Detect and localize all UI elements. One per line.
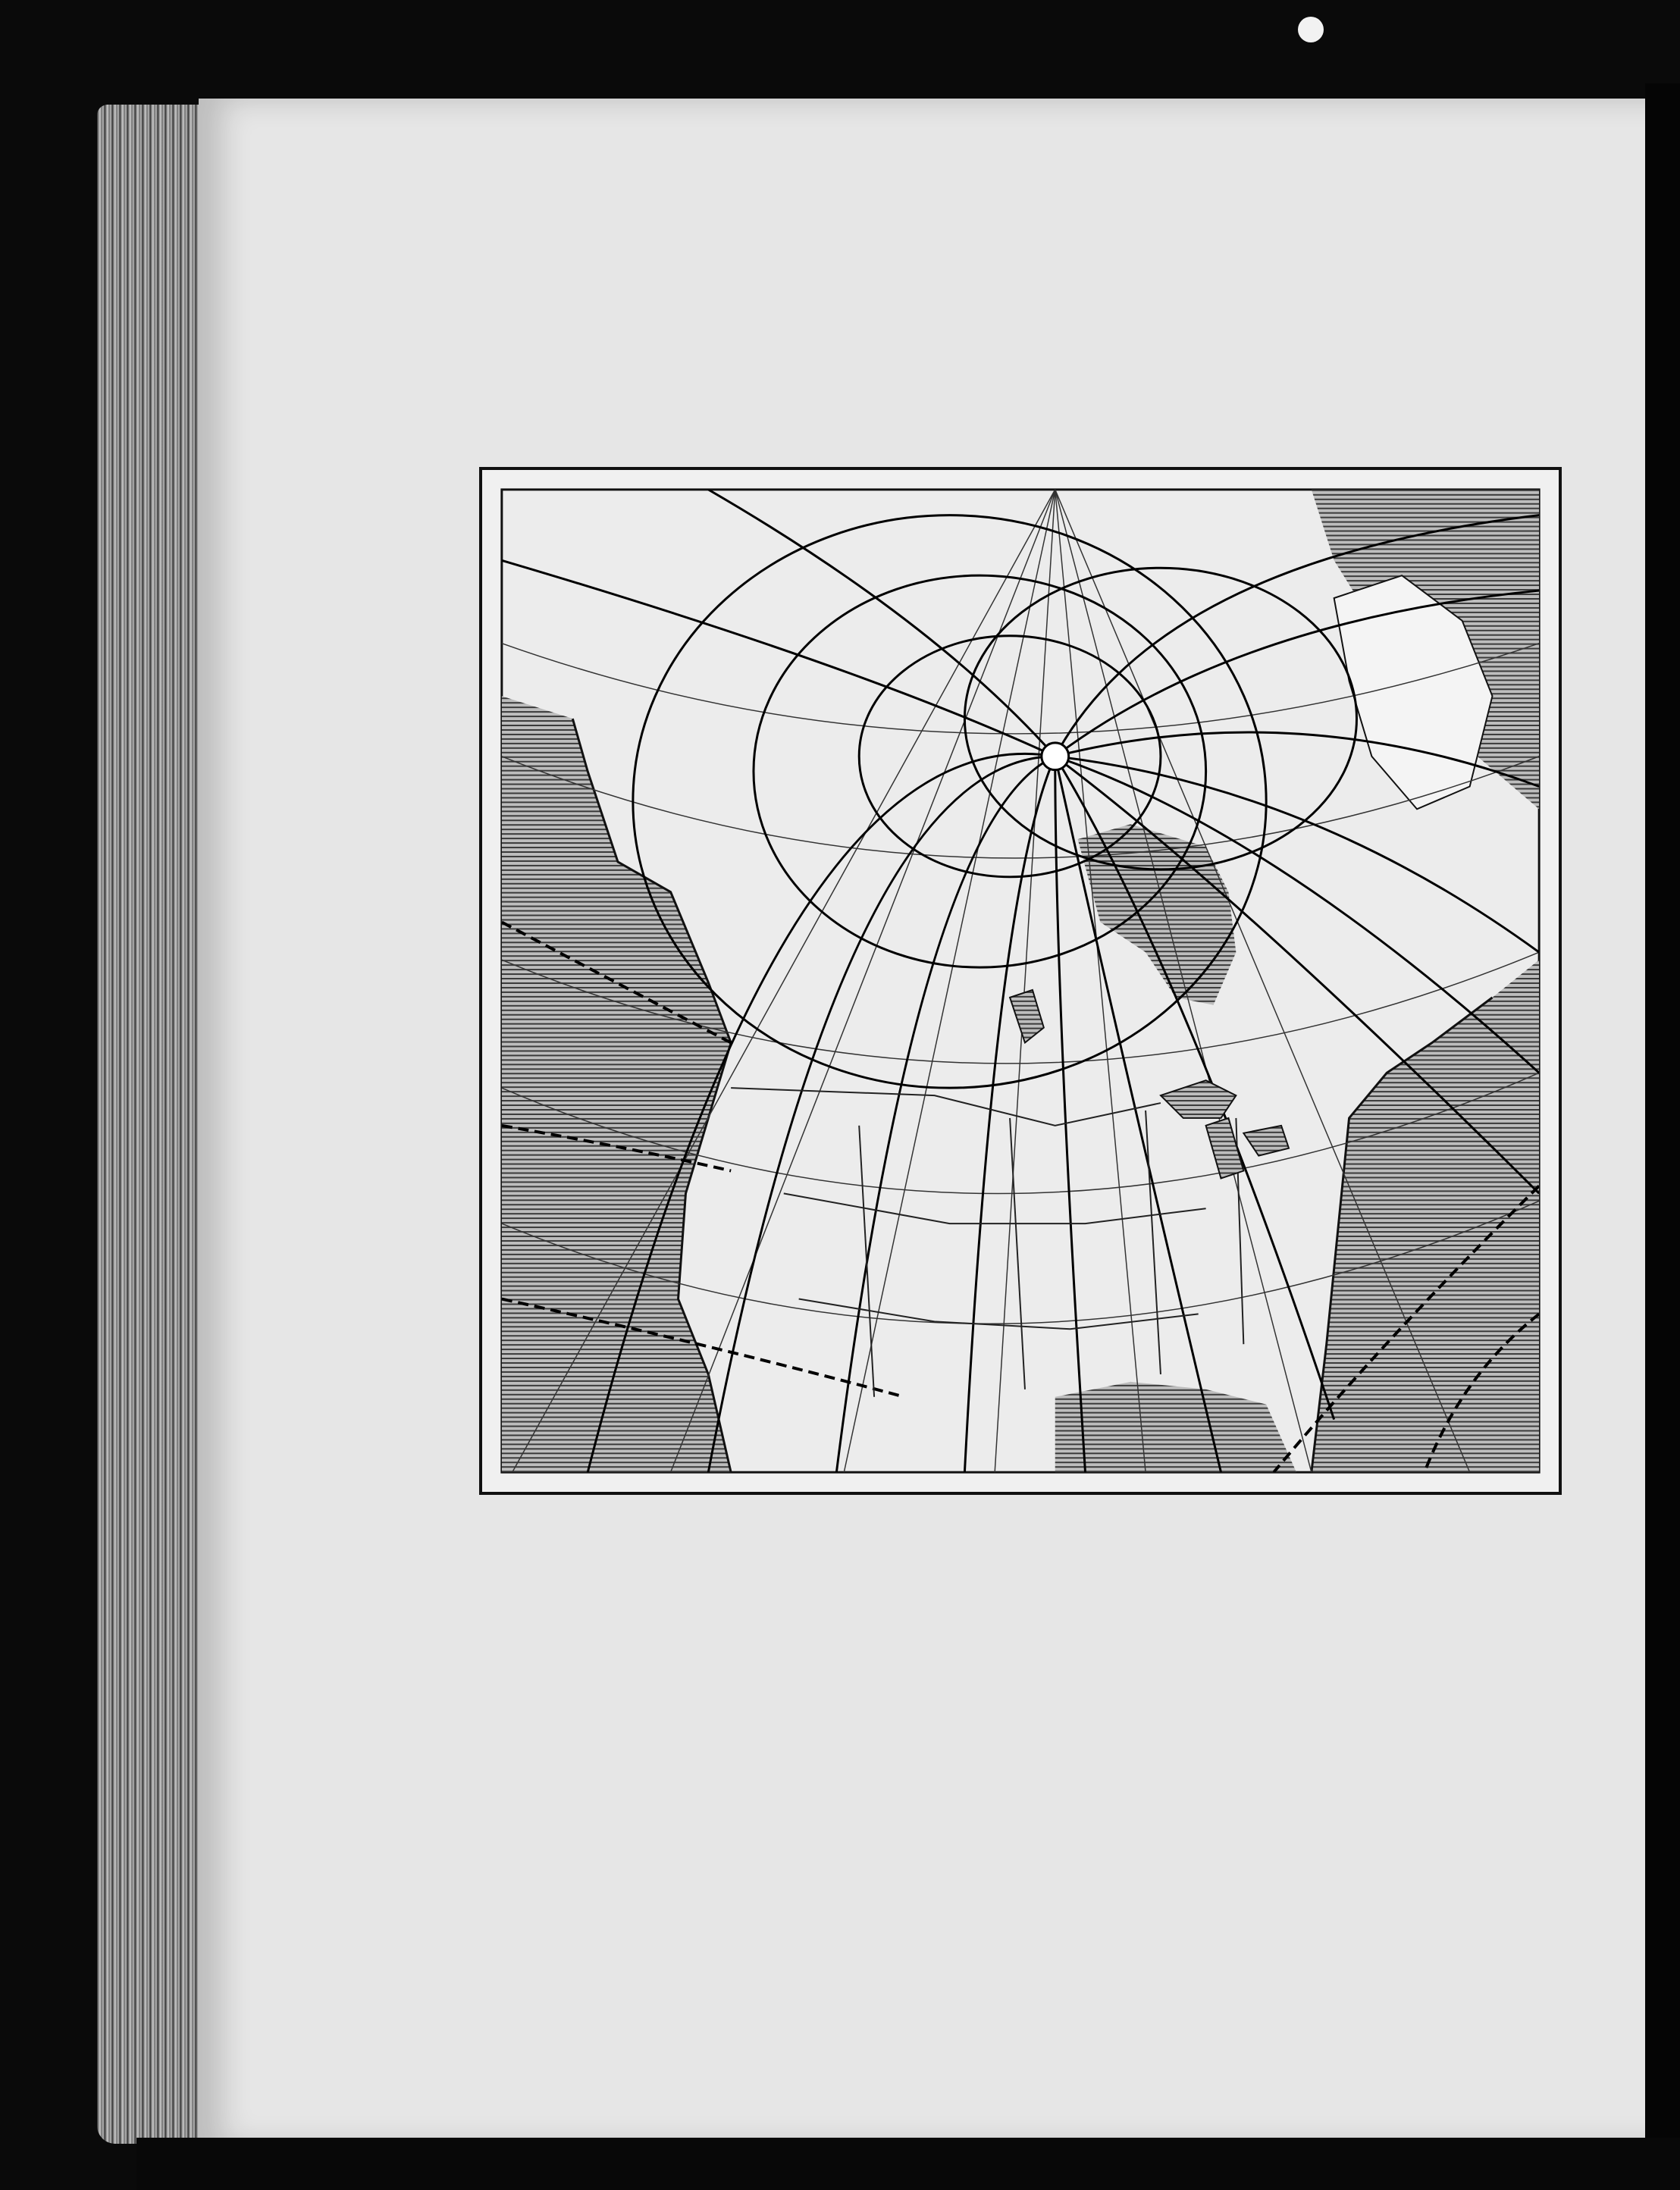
scan-artifact [1298, 17, 1324, 42]
page-right-shadow [1645, 83, 1680, 2190]
page-bottom-shadow [136, 2138, 1680, 2190]
isogonic-map [482, 470, 1559, 1492]
isogonic-map-figure [479, 467, 1562, 1495]
magnetic-pole-marker [1042, 743, 1069, 770]
